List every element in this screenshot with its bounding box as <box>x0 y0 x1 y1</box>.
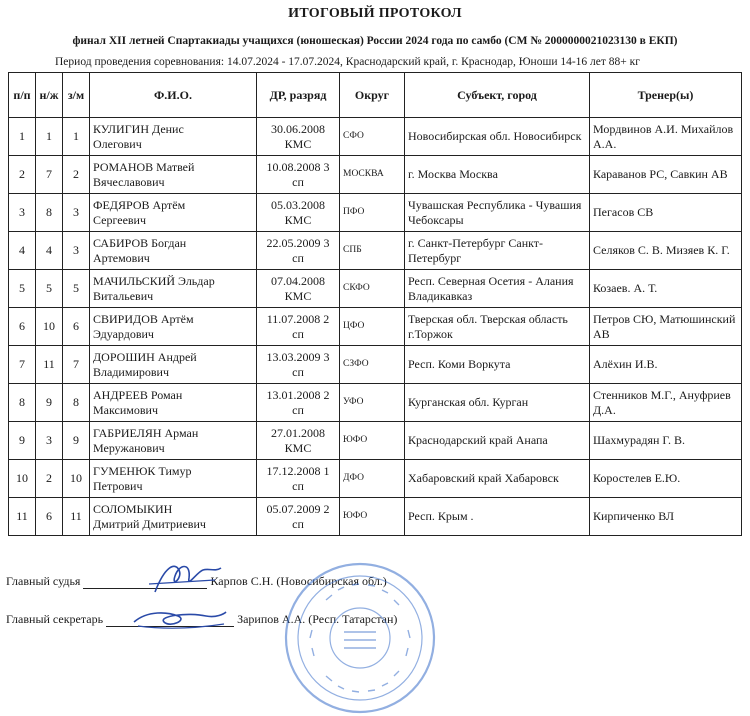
fio-first: Вячеславович <box>93 174 165 189</box>
cell-zm: 10 <box>63 460 90 498</box>
cell-coach: Алёхин И.В. <box>590 346 742 384</box>
fio-last: СВИРИДОВ Артём <box>93 311 194 326</box>
col-zm: з/м <box>63 73 90 118</box>
cell-fio <box>90 346 257 384</box>
cell-fio <box>90 118 257 156</box>
fio-first: Олегович <box>93 136 142 151</box>
sport-rank: КМС <box>284 288 312 303</box>
fio-last: ГАБРИЕЛЯН Арман <box>93 425 199 440</box>
sport-rank: КМС <box>284 212 312 227</box>
fio-first: Дмитрий Дмитриевич <box>93 516 206 531</box>
fio-first: Меружанович <box>93 440 165 455</box>
col-pp: п/п <box>9 73 36 118</box>
cell-dr <box>257 232 340 270</box>
cell-nzh: 10 <box>36 308 63 346</box>
fio-last: КУЛИГИН Денис <box>93 121 184 136</box>
birth-date: 22.05.2009 <box>266 235 321 250</box>
fio-last: АНДРЕЕВ Роман <box>93 387 183 402</box>
cell-okrug: ЮФО <box>340 422 405 460</box>
cell-fio <box>90 156 257 194</box>
fio-first: Петрович <box>93 478 143 493</box>
table-row <box>9 460 742 498</box>
birth-date: 30.06.2008 <box>271 121 325 136</box>
birth-date: 05.07.2009 <box>266 501 321 516</box>
cell-zm: 5 <box>63 270 90 308</box>
cell-okrug: ДФО <box>340 460 405 498</box>
cell-fio <box>90 384 257 422</box>
col-coach: Тренер(ы) <box>590 73 742 118</box>
cell-pp: 3 <box>9 194 36 232</box>
secretary-name: Зарипов А.А. (Респ. Татарстан) <box>237 612 398 626</box>
cell-subject: Краснодарский край Анапа <box>405 422 590 460</box>
period-line: Период проведения соревнования: 14.07.2024 - 17.07.2024, Краснодарский край, г. Краснодар, Юноши 14-16 лет 88+ кг <box>55 56 640 68</box>
cell-zm: 9 <box>63 422 90 460</box>
cell-coach: Шахмурадян Г. В. <box>590 422 742 460</box>
cell-pp: 5 <box>9 270 36 308</box>
cell-fio <box>90 498 257 536</box>
cell-subject: Новосибирская обл. Новосибирск <box>405 118 590 156</box>
cell-subject: Респ. Северная Осетия - Алания Владикавказ <box>405 270 590 308</box>
cell-dr <box>257 194 340 232</box>
table-row <box>9 194 742 232</box>
secretary-label: Главный секретарь <box>6 612 104 626</box>
cell-subject: Хабаровский край Хабаровск <box>405 460 590 498</box>
cell-fio <box>90 194 257 232</box>
sport-rank: КМС <box>284 440 312 455</box>
col-fio: Ф.И.О. <box>90 73 257 118</box>
cell-coach: Стенников М.Г., Ануфриев Д.А. <box>590 384 742 422</box>
table-row <box>9 118 742 156</box>
table-row <box>9 346 742 384</box>
cell-subject: Респ. Коми Воркута <box>405 346 590 384</box>
cell-nzh: 1 <box>36 118 63 156</box>
cell-okrug: СПБ <box>340 232 405 270</box>
cell-pp: 10 <box>9 460 36 498</box>
table-row <box>9 156 742 194</box>
cell-okrug: ЦФО <box>340 308 405 346</box>
cell-fio <box>90 460 257 498</box>
cell-subject: г. Санкт-Петербург Санкт-Петербург <box>405 232 590 270</box>
cell-fio <box>90 232 257 270</box>
fio-first: Владимирович <box>93 364 169 379</box>
fio-last: ФЕДЯРОВ Артём <box>93 197 186 212</box>
cell-fio <box>90 422 257 460</box>
judge-label: Главный судья <box>6 574 81 588</box>
cell-pp: 8 <box>9 384 36 422</box>
judge-name: Карпов С.Н. (Новосибирская обл.) <box>210 574 387 588</box>
cell-pp: 1 <box>9 118 36 156</box>
sport-rank: 2 сп <box>292 387 330 417</box>
cell-coach: Караванов РС, Савкин АВ <box>590 156 742 194</box>
cell-zm: 6 <box>63 308 90 346</box>
fio-first: Сергеевич <box>93 212 147 227</box>
cell-coach: Пегасов СВ <box>590 194 742 232</box>
birth-date: 10.08.2008 <box>266 159 321 174</box>
results-table <box>8 72 742 536</box>
cell-dr <box>257 156 340 194</box>
cell-pp: 6 <box>9 308 36 346</box>
col-dr: ДР, разряд <box>257 73 340 118</box>
cell-pp: 4 <box>9 232 36 270</box>
cell-fio <box>90 308 257 346</box>
cell-fio <box>90 270 257 308</box>
cell-zm: 2 <box>63 156 90 194</box>
col-nzh: н/ж <box>36 73 63 118</box>
page-subtitle: финал XII летней Спартакиады учащихся (юношеская) России 2024 года по самбо (СМ № 2000000021023130 в ЕКП) <box>72 35 678 47</box>
table-row <box>9 308 742 346</box>
cell-nzh: 2 <box>36 460 63 498</box>
sport-rank: 3 сп <box>292 235 330 265</box>
fio-last: ДОРОШИН Андрей <box>93 349 197 364</box>
table-row <box>9 422 742 460</box>
cell-dr <box>257 422 340 460</box>
cell-dr <box>257 270 340 308</box>
col-okrug: Округ <box>340 73 405 118</box>
cell-pp: 9 <box>9 422 36 460</box>
table-row <box>9 232 742 270</box>
fio-last: МАЧИЛЬСКИЙ Эльдар <box>93 273 215 288</box>
cell-pp: 2 <box>9 156 36 194</box>
sport-rank: 3 сп <box>292 349 330 379</box>
cell-subject: Курганская обл. Курган <box>405 384 590 422</box>
fio-first: Витальевич <box>93 288 154 303</box>
cell-okrug: МОСКВА <box>340 156 405 194</box>
cell-coach: Петров СЮ, Матюшинский АВ <box>590 308 742 346</box>
col-subject: Субъект, город <box>405 73 590 118</box>
fio-first: Максимович <box>93 402 158 417</box>
fio-last: СОЛОМЫКИН <box>93 501 173 516</box>
table-header-row <box>9 73 742 118</box>
cell-subject: г. Москва Москва <box>405 156 590 194</box>
fio-first: Артемович <box>93 250 150 265</box>
cell-pp: 11 <box>9 498 36 536</box>
cell-okrug: СКФО <box>340 270 405 308</box>
cell-okrug: ПФО <box>340 194 405 232</box>
sport-rank: 2 сп <box>292 501 330 531</box>
cell-subject: Тверская обл. Тверская область г.Торжок <box>405 308 590 346</box>
cell-zm: 7 <box>63 346 90 384</box>
cell-nzh: 4 <box>36 232 63 270</box>
birth-date: 13.03.2009 <box>266 349 321 364</box>
cell-coach: Селяков С. В. Мизяев К. Г. <box>590 232 742 270</box>
cell-coach: Козаев. А. Т. <box>590 270 742 308</box>
secretary-signature-icon <box>128 606 228 634</box>
table-row <box>9 270 742 308</box>
birth-date: 27.01.2008 <box>271 425 325 440</box>
birth-date: 11.07.2008 <box>266 311 321 326</box>
cell-nzh: 11 <box>36 346 63 384</box>
cell-coach: Кирпиченко ВЛ <box>590 498 742 536</box>
cell-okrug: СЗФО <box>340 346 405 384</box>
sport-rank: 2 сп <box>292 311 330 341</box>
fio-first: Эдуардович <box>93 326 154 341</box>
cell-dr <box>257 346 340 384</box>
cell-dr <box>257 118 340 156</box>
birth-date: 17.12.2008 <box>266 463 321 478</box>
birth-date: 13.01.2008 <box>266 387 321 402</box>
cell-dr <box>257 308 340 346</box>
cell-okrug: СФО <box>340 118 405 156</box>
cell-nzh: 5 <box>36 270 63 308</box>
cell-zm: 3 <box>63 232 90 270</box>
sport-rank: КМС <box>284 136 312 151</box>
cell-zm: 3 <box>63 194 90 232</box>
cell-subject: Чувашская Республика - Чувашия Чебоксары <box>405 194 590 232</box>
cell-nzh: 7 <box>36 156 63 194</box>
cell-pp: 7 <box>9 346 36 384</box>
fio-last: ГУМЕНЮК Тимур <box>93 463 192 478</box>
cell-zm: 11 <box>63 498 90 536</box>
cell-okrug: ЮФО <box>340 498 405 536</box>
cell-dr <box>257 384 340 422</box>
sport-rank: 1 сп <box>292 463 330 493</box>
cell-dr <box>257 460 340 498</box>
cell-nzh: 3 <box>36 422 63 460</box>
fio-last: САБИРОВ Богдан <box>93 235 187 250</box>
cell-nzh: 6 <box>36 498 63 536</box>
cell-okrug: УФО <box>340 384 405 422</box>
cell-coach: Коростелев Е.Ю. <box>590 460 742 498</box>
official-stamp-icon <box>282 560 438 716</box>
cell-nzh: 8 <box>36 194 63 232</box>
fio-last: РОМАНОВ Матвей <box>93 159 195 174</box>
birth-date: 07.04.2008 <box>271 273 325 288</box>
cell-coach: Мордвинов А.И. Михайлов А.А. <box>590 118 742 156</box>
birth-date: 05.03.2008 <box>271 197 325 212</box>
table-row <box>9 498 742 536</box>
page-title: ИТОГОВЫЙ ПРОТОКОЛ <box>288 6 462 21</box>
judge-signature-icon <box>145 558 225 598</box>
cell-nzh: 9 <box>36 384 63 422</box>
cell-zm: 1 <box>63 118 90 156</box>
cell-dr <box>257 498 340 536</box>
cell-subject: Респ. Крым . <box>405 498 590 536</box>
cell-zm: 8 <box>63 384 90 422</box>
sport-rank: 3 сп <box>292 159 330 189</box>
table-row <box>9 384 742 422</box>
